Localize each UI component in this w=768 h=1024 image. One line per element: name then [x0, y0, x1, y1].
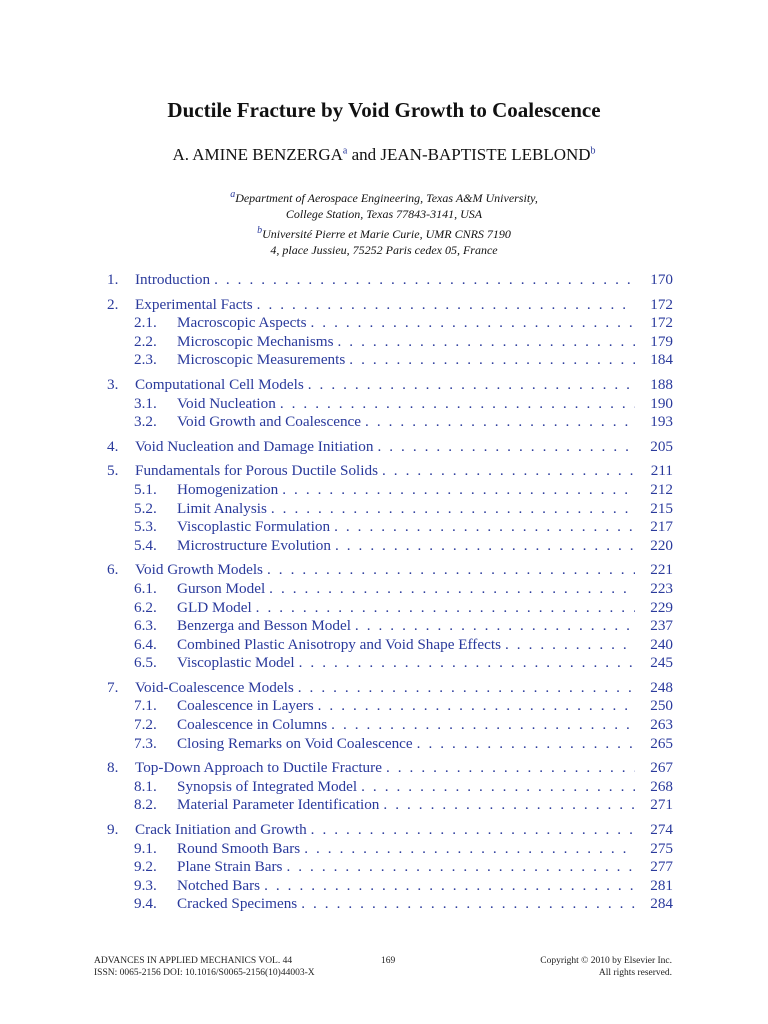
toc-dot-leader — [295, 654, 635, 673]
toc-entry-number: 9. — [107, 821, 119, 839]
toc-entry-page: 229 — [650, 598, 673, 616]
toc-section-entry[interactable] — [107, 296, 673, 315]
toc-subsection-entry[interactable] — [107, 716, 673, 735]
toc-subsection-entry[interactable] — [107, 500, 673, 519]
toc-dot-leader — [379, 796, 635, 815]
toc-dot-leader — [253, 296, 635, 315]
toc-entry-page: 274 — [650, 821, 673, 839]
toc-entry-label: Computational Cell Models — [135, 375, 304, 393]
affiliation-a — [0, 187, 768, 222]
toc-entry-number: 5. — [107, 462, 119, 480]
toc-dot-leader — [263, 561, 635, 580]
affiliation-line: Université Pierre et Marie Curie, UMR CNRS 7190 — [262, 227, 511, 241]
toc-entry-label: Plane Strain Bars — [177, 858, 283, 876]
toc-dot-leader — [501, 636, 635, 655]
toc-entry-number: 7.3. — [134, 734, 157, 752]
toc-entry-page: 217 — [650, 518, 673, 536]
toc-entry-page: 188 — [650, 375, 673, 393]
toc-entry-page: 263 — [650, 716, 673, 734]
toc-dot-leader — [331, 537, 635, 556]
toc-dot-leader — [382, 759, 635, 778]
toc-dot-leader — [300, 840, 635, 859]
affiliation-line: College Station, Texas 77843-3141, USA — [285, 207, 483, 221]
toc-subsection-entry[interactable] — [107, 735, 673, 754]
journal-name: ADVANCES IN APPLIED MECHANICS VOL. 44 — [94, 956, 293, 966]
toc-entry-page: 220 — [650, 536, 673, 554]
toc-entry-number: 9.4. — [134, 895, 157, 913]
toc-entry-label: Introduction — [135, 271, 211, 288]
toc-entry-label: Microstructure Evolution — [177, 536, 331, 554]
toc-entry-number: 3.1. — [134, 394, 157, 412]
toc-dot-leader — [327, 716, 635, 735]
toc-entry-number: 6.2. — [134, 598, 157, 616]
toc-dot-leader — [276, 395, 635, 414]
toc-entry-label: Macroscopic Aspects — [177, 314, 307, 332]
toc-entry-page: 277 — [650, 858, 673, 876]
toc-subsection-entry[interactable] — [107, 351, 673, 370]
toc-dot-leader — [297, 895, 635, 914]
page-number: 169 — [381, 956, 396, 966]
toc-entry-number: 1. — [107, 271, 119, 288]
toc-entry-number: 5.3. — [134, 518, 157, 536]
toc-entry-label: Coalescence in Columns — [177, 716, 328, 734]
toc-entry-label: Coalescence in Layers — [177, 697, 314, 715]
toc-entry-label: Void Nucleation and Damage Initiation — [135, 437, 374, 455]
toc-subsection-entry[interactable] — [107, 877, 673, 896]
toc-entry-label: GLD Model — [177, 598, 252, 616]
toc-entry-number: 6. — [107, 561, 119, 579]
toc-entry-page: 172 — [650, 295, 673, 313]
toc-subsection-entry[interactable] — [107, 895, 673, 914]
toc-dot-leader — [304, 376, 635, 395]
toc-dot-leader — [210, 271, 635, 290]
toc-subsection-entry[interactable] — [107, 636, 673, 655]
toc-dot-leader — [267, 500, 635, 519]
toc-dot-leader — [351, 617, 635, 636]
copyright-notice: Copyright © 2010 by Elsevier Inc. — [540, 956, 672, 966]
toc-entry-number: 5.2. — [134, 499, 157, 517]
toc-section-entry[interactable] — [107, 679, 673, 698]
toc-dot-leader — [373, 438, 635, 457]
toc-entry-label: Gurson Model — [177, 579, 266, 597]
affiliation-line: 4, place Jussieu, 75252 Paris cedex 05, France — [270, 243, 498, 257]
affiliation-sup: a — [230, 189, 236, 200]
author-affil-sup-a: a — [342, 145, 348, 157]
toc-entry-page: 190 — [650, 394, 673, 412]
toc-dot-leader — [265, 580, 635, 599]
toc-entry-number: 3. — [107, 375, 119, 393]
toc-entry-page: 212 — [650, 480, 673, 498]
toc-section-entry[interactable] — [107, 759, 673, 778]
toc-entry-label: Crack Initiation and Growth — [135, 821, 307, 839]
toc-subsection-entry[interactable] — [107, 617, 673, 636]
author-benzerga[interactable]: A. AMINE BENZERGA — [172, 145, 343, 164]
toc-entry-number: 8.1. — [134, 777, 157, 795]
toc-entry-label: Experimental Facts — [135, 295, 253, 313]
toc-subsection-entry[interactable] — [107, 413, 673, 432]
toc-section-entry[interactable] — [107, 376, 673, 395]
toc-entry-page: 179 — [650, 332, 673, 350]
author-affil-sup-b: b — [590, 145, 596, 157]
toc-dot-leader — [260, 877, 635, 896]
toc-subsection-entry[interactable] — [107, 333, 673, 352]
toc-subsection-entry[interactable] — [107, 395, 673, 414]
toc-entry-number: 7. — [107, 678, 119, 696]
toc-entry-label: Material Parameter Identification — [177, 796, 380, 814]
table-of-contents — [107, 271, 673, 914]
toc-entry-page: 267 — [650, 759, 673, 777]
toc-dot-leader — [361, 413, 635, 432]
toc-entry-number: 5.4. — [134, 536, 157, 554]
toc-entry-label: Limit Analysis — [177, 499, 267, 517]
toc-section-entry[interactable] — [107, 821, 673, 840]
toc-dot-leader — [278, 481, 635, 500]
toc-entry-number: 6.3. — [134, 617, 157, 635]
affiliation-b — [0, 223, 768, 258]
toc-dot-leader — [294, 679, 635, 698]
toc-entry-page: 281 — [650, 876, 673, 894]
toc-entry-number: 2.3. — [134, 351, 157, 369]
toc-subsection-entry[interactable] — [107, 314, 673, 333]
toc-entry-page: 248 — [650, 678, 673, 696]
toc-dot-leader — [413, 735, 635, 754]
rights-notice: All rights reserved. — [598, 968, 672, 978]
toc-dot-leader — [282, 858, 635, 877]
toc-dot-leader — [345, 351, 635, 370]
toc-subsection-entry[interactable] — [107, 599, 673, 618]
toc-entry-page: 284 — [650, 895, 673, 913]
toc-entry-label: Cracked Specimens — [177, 895, 298, 913]
toc-entry-number: 5.1. — [134, 480, 157, 498]
toc-subsection-entry[interactable] — [107, 840, 673, 859]
toc-entry-page: 275 — [650, 839, 673, 857]
toc-subsection-entry[interactable] — [107, 697, 673, 716]
toc-entry-page: 250 — [650, 697, 673, 715]
toc-dot-leader — [330, 518, 635, 537]
toc-entry-page: 205 — [650, 437, 673, 455]
toc-section-entry[interactable] — [107, 271, 673, 290]
author-line — [0, 145, 768, 165]
toc-entry-label: Homogenization — [177, 480, 279, 498]
author-conjunction: and — [347, 145, 381, 164]
toc-entry-label: Void Nucleation — [177, 394, 276, 412]
toc-subsection-entry[interactable] — [107, 796, 673, 815]
toc-entry-page: 223 — [650, 579, 673, 597]
toc-entry-label: Fundamentals for Porous Ductile Solids — [135, 462, 378, 480]
toc-entry-number: 9.1. — [134, 839, 157, 857]
toc-entry-page: 184 — [650, 351, 673, 369]
toc-entry-page: 271 — [650, 796, 673, 814]
toc-entry-label: Viscoplastic Formulation — [177, 518, 331, 536]
toc-entry-page: 237 — [650, 617, 673, 635]
toc-entry-number: 7.1. — [134, 697, 157, 715]
toc-subsection-entry[interactable] — [107, 778, 673, 797]
toc-entry-label: Benzerga and Besson Model — [177, 617, 351, 635]
toc-entry-number: 9.3. — [134, 876, 157, 894]
toc-entry-number: 6.5. — [134, 654, 157, 672]
affiliation-sup: b — [257, 225, 263, 236]
toc-entry-label: Void-Coalescence Models — [135, 678, 294, 696]
toc-entry-number: 8. — [107, 759, 119, 777]
toc-dot-leader — [252, 599, 635, 618]
toc-entry-page: 193 — [650, 413, 673, 431]
toc-entry-number: 3.2. — [134, 413, 157, 431]
toc-entry-label: Synopsis of Integrated Model — [177, 777, 358, 795]
toc-entry-number: 2.2. — [134, 332, 157, 350]
toc-entry-number: 4. — [107, 437, 119, 455]
toc-entry-page: 172 — [650, 314, 673, 332]
toc-section-entry[interactable] — [107, 462, 673, 481]
toc-entry-page: 245 — [650, 654, 673, 672]
toc-subsection-entry[interactable] — [107, 537, 673, 556]
toc-entry-label: Combined Plastic Anisotropy and Void Shape Effects — [177, 635, 501, 653]
toc-entry-number: 7.2. — [134, 716, 157, 734]
toc-subsection-entry[interactable] — [107, 858, 673, 877]
toc-entry-page: 265 — [650, 734, 673, 752]
toc-entry-label: Closing Remarks on Void Coalescence — [177, 734, 413, 752]
toc-subsection-entry[interactable] — [107, 580, 673, 599]
toc-entry-label: Microscopic Mechanisms — [177, 332, 334, 350]
toc-entry-label: Void Growth Models — [135, 561, 263, 579]
toc-dot-leader — [306, 314, 635, 333]
toc-entry-number: 6.4. — [134, 635, 157, 653]
toc-entry-label: Viscoplastic Model — [177, 654, 295, 672]
toc-entry-label: Top-Down Approach to Ductile Fracture — [135, 759, 382, 777]
toc-dot-leader — [307, 821, 635, 840]
issn-doi: ISSN: 0065-2156 DOI: 10.1016/S0065-2156(10)44003-X — [94, 968, 315, 978]
toc-entry-page: 215 — [650, 499, 673, 517]
toc-entry-label: Round Smooth Bars — [177, 839, 301, 857]
toc-dot-leader — [314, 697, 635, 716]
toc-section-entry[interactable] — [107, 438, 673, 457]
toc-entry-number: 8.2. — [134, 796, 157, 814]
affiliation-line: Department of Aerospace Engineering, Texas A&M University, — [235, 191, 538, 205]
paper-title: Ductile Fracture by Void Growth to Coalescence — [167, 98, 601, 122]
toc-entry-number: 9.2. — [134, 858, 157, 876]
toc-dot-leader — [333, 333, 635, 352]
toc-subsection-entry[interactable] — [107, 654, 673, 673]
toc-entry-page: 268 — [650, 777, 673, 795]
toc-entry-page: 170 — [650, 271, 673, 288]
toc-entry-page: 221 — [650, 561, 673, 579]
toc-entry-number: 2. — [107, 295, 119, 313]
toc-subsection-entry[interactable] — [107, 518, 673, 537]
author-leblond[interactable]: JEAN-BAPTISTE LEBLOND — [380, 145, 591, 164]
toc-section-entry[interactable] — [107, 561, 673, 580]
toc-entry-page: 240 — [650, 635, 673, 653]
toc-entry-label: Void Growth and Coalescence — [177, 413, 362, 431]
toc-dot-leader — [378, 462, 635, 481]
toc-entry-number: 2.1. — [134, 314, 157, 332]
toc-entry-label: Microscopic Measurements — [177, 351, 346, 369]
toc-entry-page: 211 — [650, 462, 673, 480]
toc-entry-label: Notched Bars — [177, 876, 261, 894]
toc-entry-number: 6.1. — [134, 579, 157, 597]
toc-dot-leader — [357, 778, 635, 797]
toc-subsection-entry[interactable] — [107, 481, 673, 500]
